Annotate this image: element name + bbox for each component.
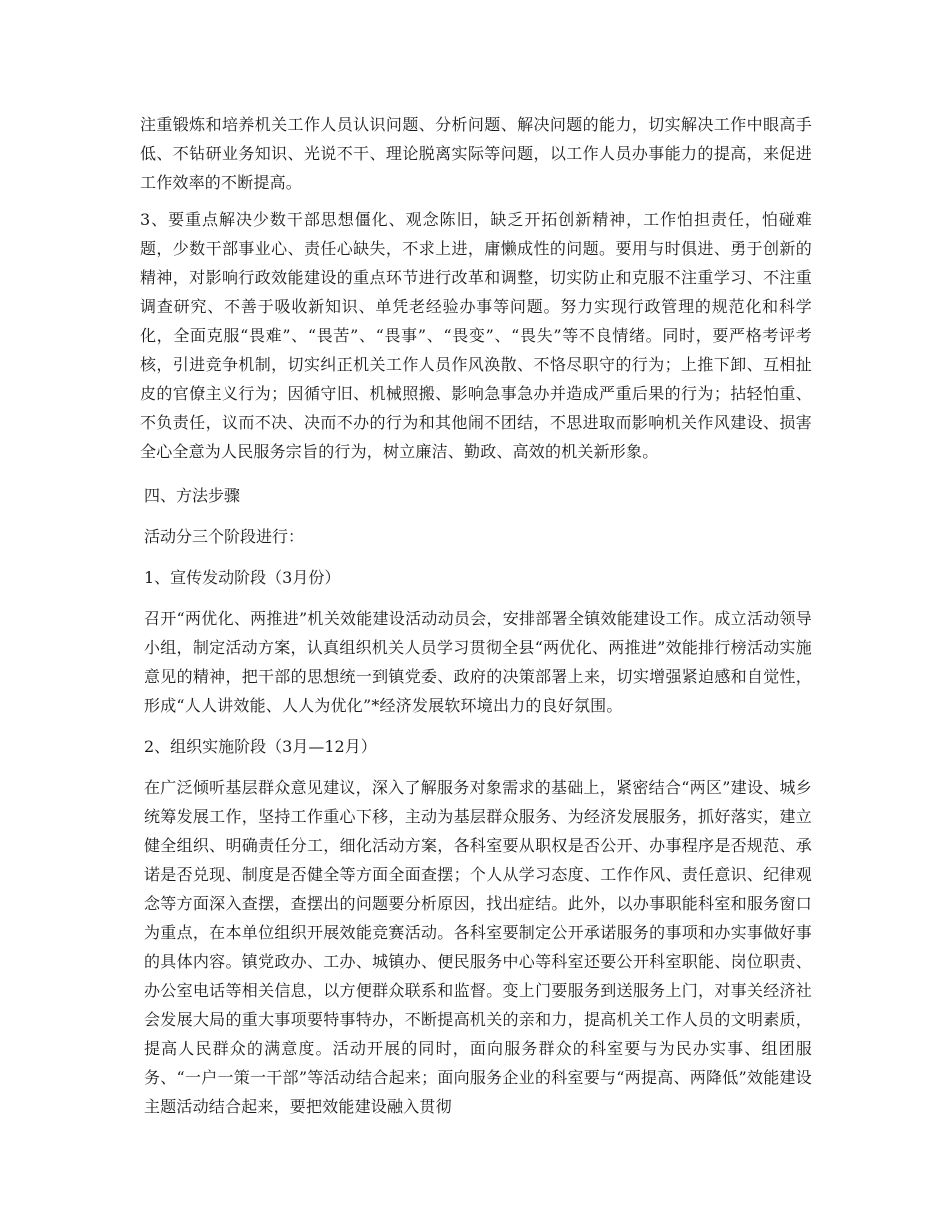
stage-1-title: 1、宣传发动阶段（3月份） <box>144 568 341 587</box>
stage-2-body: 在广泛倾听基层群众意见建议，深入了解服务对象需求的基础上，紧密结合“两区”建设、城乡统筹发展工作，坚持工作重心下移，主动为基层群众服务、为经济发展服务，抓好落实，建立健全组织、明确责任分工，细化活动方案，各科室要从职权是否公开、办事程序是否规范、承诺是否兑现、制度是否健全等方面全面查摆；个人从学习态度、工作作风、责任意识、纪律观念等方面深入查摆，查摆出的问题要分析原因，找出症结。此外，以办事职能科室和服务窗口为重点，在本单位组织开展效能竞赛活动。各科室要制定公开承诺服务的事项和办实事做好事的具体内容。镇党政办、工办、城镇办、便民服务中心等科室还要公开科室职能、岗位职责、办公室电话等相关信息，以方便群众联系和监督。变上门要服务到送服务上门，对事关经济社会发展大局的重大事项要特事特办，不断提高机关的亲和力，提高机关工作人员的文明素质，提高人民群众的满意度。活动开展的同时，面向服务群众的科室要与为民办实事、组团服务、“一户一策一干部”等活动结合起来；面向服务企业的科室要与“两提高、两降低”效能建设主题活动结合起来，要把效能建设融入贯彻 <box>144 778 812 1116</box>
paragraph-item-3: 3、要重点解决少数干部思想僵化、观念陈旧，缺乏开拓创新精神，工作怕担责任，怕碰难题，少数干部事业心、责任心缺失，不求上进，庸懒成性的问题。要用与时俱进、勇于创新的精神，对影响行政效能建设的重点环节进行改革和调整，切实防止和克服不注重学习、不注重调查研究、不善于吸收新知识、单凭老经验办事等问题。努力实现行政管理的规范化和科学化，全面克服“畏难”、“畏苦”、“畏事”、“畏变”、“畏失”等不良情绪。同时，要严格考评考核，引进竞争机制，切实纠正机关工作人员作风涣散、不恪尽职守的行为；上推下卸、互相扯皮的官僚主义行为；因循守旧、机械照搬、影响急事急办并造成严重后果的行为；拈轻怕重、不负责任，议而不决、决而不办的行为和其他闹不团结，不思进取而影响机关作风建设、损害全心全意为人民服务宗旨的行为，树立廉洁、勤政、高效的机关新形象。 <box>140 210 812 461</box>
stages-intro: 活动分三个阶段进行： <box>144 527 305 546</box>
section-heading-methods: 四、方法步骤 <box>144 486 241 505</box>
document-page <box>140 110 812 1121</box>
paragraph-continuation: 注重锻炼和培养机关工作人员认识问题、分析问题、解决问题的能力，切实解决工作中眼高手低、不钻研业务知识、光说不干、理论脱离实际等问题，以工作人员办事能力的提高，来促进工作效率的不断提高。 <box>140 115 812 192</box>
stage-2-title: 2、组织实施阶段（3月—12月） <box>144 737 377 756</box>
stage-1-body: 召开“两优化、两推进”机关效能建设活动动员会，安排部署全镇效能建设工作。成立活动领导小组，制定活动方案，认真组织机关人员学习贯彻全县“两优化、两推进”效能排行榜活动实施意见的精神，把干部的思想统一到镇党委、政府的决策部署上来，切实增强紧迫感和自觉性，形成“人人讲效能、人人为优化”*经济发展软环境出力的良好氛围。 <box>144 609 812 715</box>
